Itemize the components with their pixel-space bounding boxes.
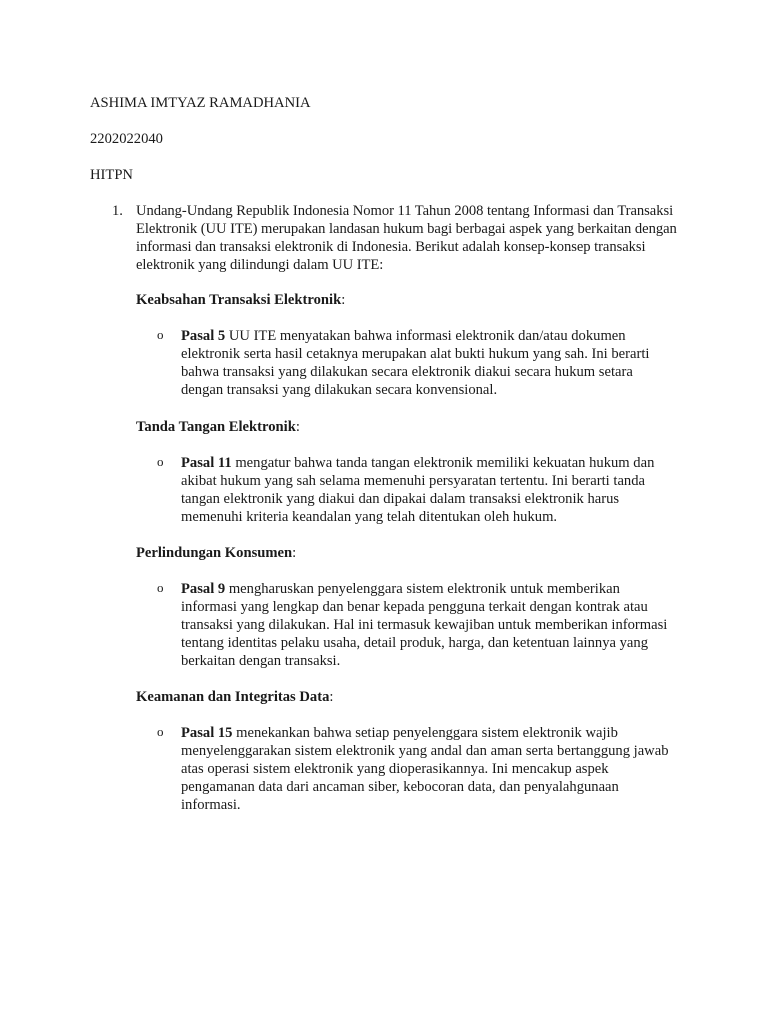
section-heading-text: Perlindungan Konsumen [136, 545, 293, 561]
section-heading-text: Tanda Tangan Elektronik [136, 419, 296, 435]
bullet-item [157, 454, 677, 526]
pasal-label: Pasal 5 [181, 328, 226, 344]
bullet-text [181, 454, 677, 526]
pasal-label: Pasal 9 [181, 581, 226, 597]
bullet-text [181, 580, 677, 670]
item-number: 1. [112, 203, 123, 219]
bullet-item [157, 724, 677, 814]
section-heading-text: Keabsahan Transaksi Elektronik [136, 292, 342, 308]
course-code: HITPN [90, 167, 133, 183]
bullet-body: mengatur bahwa tanda tangan elektronik memiliki kekuatan hukum dan akibat hukum yang sah selama memenuhi persyaratan tertentu. Ini berarti tanda tangan elektronik yang diakui dan dipakai dalam transaksi elektronik harus memenuhi kriteria keandalan yang telah ditentukan oleh hukum. [181, 455, 655, 525]
pasal-label: Pasal 15 [181, 725, 233, 741]
numbered-item [90, 202, 680, 274]
bullet-body: UU ITE menyatakan bahwa informasi elektronik dan/atau dokumen elektronik serta hasil cetaknya merupakan alat bukti hukum yang sah. Ini berarti bahwa transaksi yang dilakukan secara elektronik diakui secara hukum setara dengan transaksi yang dilakukan secara konvensional. [181, 328, 650, 398]
pasal-label: Pasal 11 [181, 455, 232, 471]
section-heading-colon: : [341, 292, 346, 308]
section-heading-text: Keamanan dan Integritas Data [136, 689, 330, 705]
student-id: 2202022040 [90, 131, 163, 147]
author-name: ASHIMA IMTYAZ RAMADHANIA [90, 95, 311, 111]
bullet-text [181, 327, 677, 399]
bullet-item [157, 580, 677, 670]
section-heading-colon: : [329, 689, 334, 705]
section-heading-colon: : [295, 419, 300, 435]
bullet-body: menekankan bahwa setiap penyelenggara sistem elektronik wajib menyelenggarakan sistem elektronik yang andal dan aman serta bertanggung jawab atas operasi sistem elektronik yang dioperasikannya. Ini mencakup aspek pengamanan data dari ancaman siber, kebocoran data, dan penyalahgunaan informasi. [181, 725, 669, 813]
section-heading [136, 291, 345, 309]
bullet-marker: o [157, 327, 164, 342]
section-heading [136, 418, 300, 436]
item-text: Undang-Undang Republik Indonesia Nomor 11 Tahun 2008 tentang Informasi dan Transaksi Elektronik (UU ITE) merupakan landasan hukum bagi berbagai aspek yang berkaitan dengan informasi dan transaksi elektronik di Indonesia. Berikut adalah konsep-konsep transaksi elektronik yang dilindungi dalam UU ITE: [136, 203, 677, 273]
section-heading-colon: : [292, 545, 297, 561]
bullet-marker: o [157, 580, 164, 595]
section-heading [136, 688, 333, 706]
bullet-text [181, 724, 677, 814]
bullet-marker: o [157, 724, 164, 739]
bullet-body: mengharuskan penyelenggara sistem elektronik untuk memberikan informasi yang lengkap dan benar kepada pengguna terkait dengan kontrak atau transaksi yang dilakukan. Hal ini termasuk kewajiban untuk memberikan informasi tentang identitas pelaku usaha, detail produk, harga, dan ketentuan lainnya yang berkaitan dengan transaksi. [181, 581, 668, 669]
section-heading [136, 544, 296, 562]
bullet-item [157, 327, 677, 399]
bullet-marker: o [157, 454, 164, 469]
